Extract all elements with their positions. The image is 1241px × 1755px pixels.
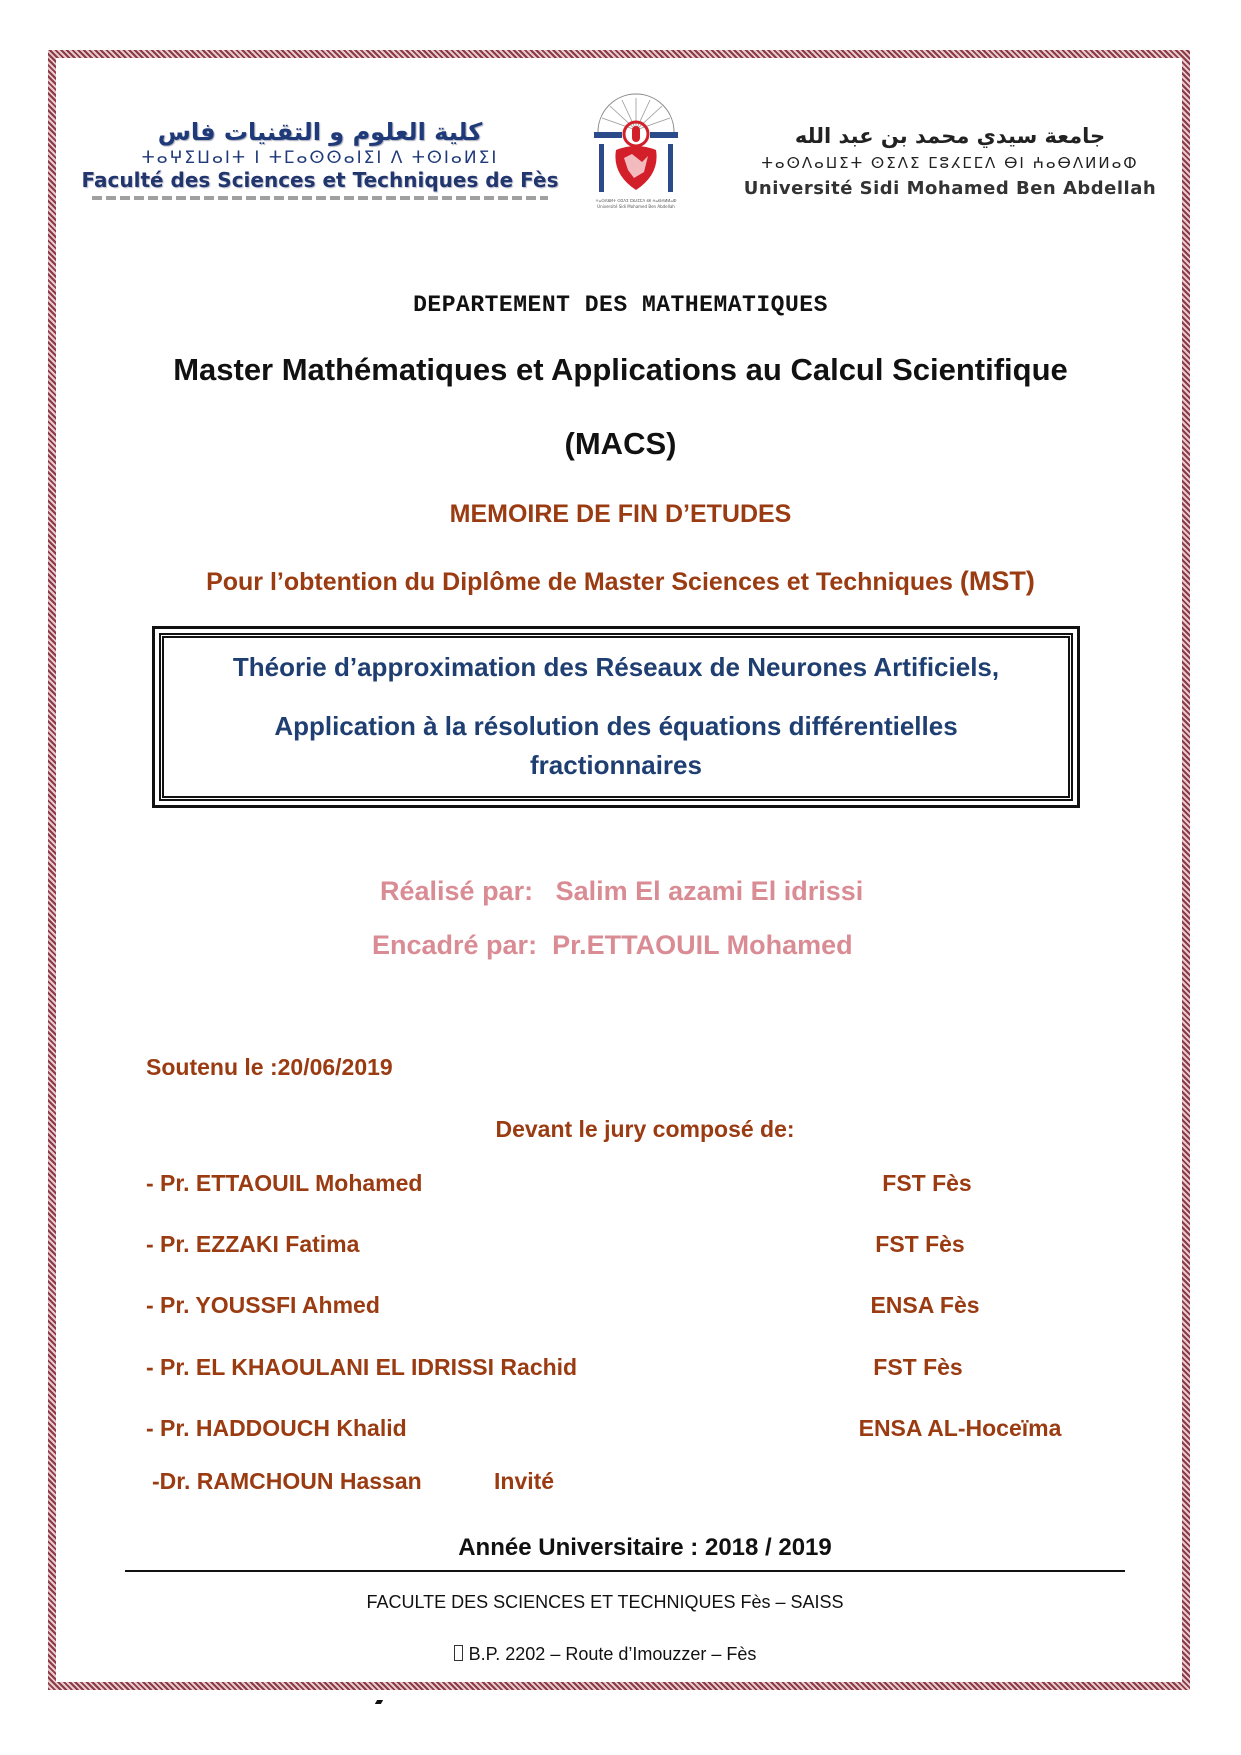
department-heading: DEPARTEMENT DES MATHEMATIQUES xyxy=(413,292,828,318)
diploma-acronym: (MST) xyxy=(959,566,1035,596)
thesis-title-line-2: Application à la résolution des équations différentielles xyxy=(274,711,958,741)
supervisor-line xyxy=(372,930,853,961)
footer-address: B.P. 2202 – Route d’Imouzzer – Fès xyxy=(468,1644,757,1664)
jury-member-name: - Pr. EZZAKI Fatima xyxy=(146,1231,360,1257)
footer-divider xyxy=(125,1570,1125,1572)
jury-member-institution: FST Fès xyxy=(875,1231,965,1257)
thesis-title-frame xyxy=(159,633,1073,801)
svg-text:ⵜⴰⵙⴷⵓⵍⵜ ⵙⵉⴷⵉ ⵎⵓⵃⵎⵎⴷ ⴱⵏ ⵄⴰⴱⴷⵍⵍⴰ: ⵜⴰⵙⴷⵓⵍⵜ ⵙⵉⴷⵉ ⵎⵓⵃⵎⵎⴷ ⴱⵏ ⵄⴰⴱⴷⵍⵍⴰⵀ xyxy=(595,198,677,203)
svg-text:Université Sidi Mohamed Ben Ab: Université Sidi Mohamed Ben Abdellah xyxy=(597,204,675,209)
stray-mark xyxy=(375,1700,383,1704)
university-name-arabic: جامعة سيدي محمد بن عبد الله xyxy=(794,124,1106,148)
jury-member-institution: FST Fès xyxy=(873,1354,963,1380)
thesis-title-line-3: fractionnaires xyxy=(530,750,702,780)
footer-address-line xyxy=(0,1644,1210,1665)
jury-member-institution: FST Fès xyxy=(882,1170,972,1196)
thesis-title-line-1: Théorie d’approximation des Réseaux de Neurones Artificiels, xyxy=(232,652,1000,682)
university-name-latin: Université Sidi Mohamed Ben Abdellah xyxy=(743,178,1157,199)
document-type: MEMOIRE DE FIN D’ETUDES xyxy=(449,500,792,528)
author-line xyxy=(380,876,863,907)
faculty-logo xyxy=(80,118,560,200)
jury-member-name: -Dr. RAMCHOUN Hassan xyxy=(152,1468,422,1494)
jury-member-institution: ENSA Fès xyxy=(870,1292,980,1318)
jury-member-name: - Pr. ETTAOUIL Mohamed xyxy=(146,1170,423,1196)
master-program-title: Master Mathématiques et Applications au Calcul Scientifique xyxy=(173,352,1068,387)
faculty-name-latin: Faculté des Sciences et Techniques de Fès xyxy=(81,168,559,192)
program-acronym: (MACS) xyxy=(564,426,677,461)
university-name-tifinagh: ⵜⴰⵙⴷⴰⵡⵉⵜ ⵙⵉⴷⵉ ⵎⵓⵃⵎⵎⴷ ⴱⵏ ⵄⴰⴱⴷⵍⵍⴰⵀ xyxy=(761,154,1139,172)
logo-underline-divider xyxy=(92,196,548,200)
jury-member-institution: ENSA AL-Hoceïma xyxy=(858,1415,1062,1441)
diploma-purpose-text: Pour l’obtention du Diplôme de Master Sciences et Techniques xyxy=(206,568,953,596)
supervisor-label: Encadré par: xyxy=(372,930,538,960)
university-logo xyxy=(740,124,1160,199)
faculty-name-arabic: كلية العلوم و التقنيات فاس xyxy=(157,118,483,146)
jury-member-name: - Pr. YOUSSFI Ahmed xyxy=(146,1292,380,1318)
faculty-name-tifinagh: ⵜⴰⵖⵉⵡⴰⵏⵜ ⵏ ⵜⵎⴰⵙⵙⴰⵏⵉⵏ ⴷ ⵜⵙⵏⴰⵍⵉⵏ xyxy=(141,148,499,168)
jury-member-role: Invité xyxy=(494,1468,555,1494)
author-name: Salim El azami El idrissi xyxy=(555,876,864,906)
jury-member-name: - Pr. HADDOUCH Khalid xyxy=(146,1415,407,1441)
jury-member-name: - Pr. EL KHAOULANI EL IDRISSI Rachid xyxy=(146,1354,578,1380)
missing-glyph-icon xyxy=(454,1645,463,1661)
supervisor-name: Pr.ETTAOUIL Mohamed xyxy=(552,930,853,960)
author-label: Réalisé par: xyxy=(380,876,534,906)
footer-faculty: FACULTE DES SCIENCES ET TECHNIQUES Fès – SAISS xyxy=(366,1592,844,1612)
university-emblem-icon xyxy=(586,84,686,214)
defense-date: Soutenu le :20/06/2019 xyxy=(146,1054,393,1080)
diploma-purpose xyxy=(0,566,1241,597)
jury-heading: Devant le jury composé de: xyxy=(495,1116,795,1142)
thesis-title-box xyxy=(152,626,1080,808)
academic-year: Année Universitaire : 2018 / 2019 xyxy=(458,1534,832,1561)
